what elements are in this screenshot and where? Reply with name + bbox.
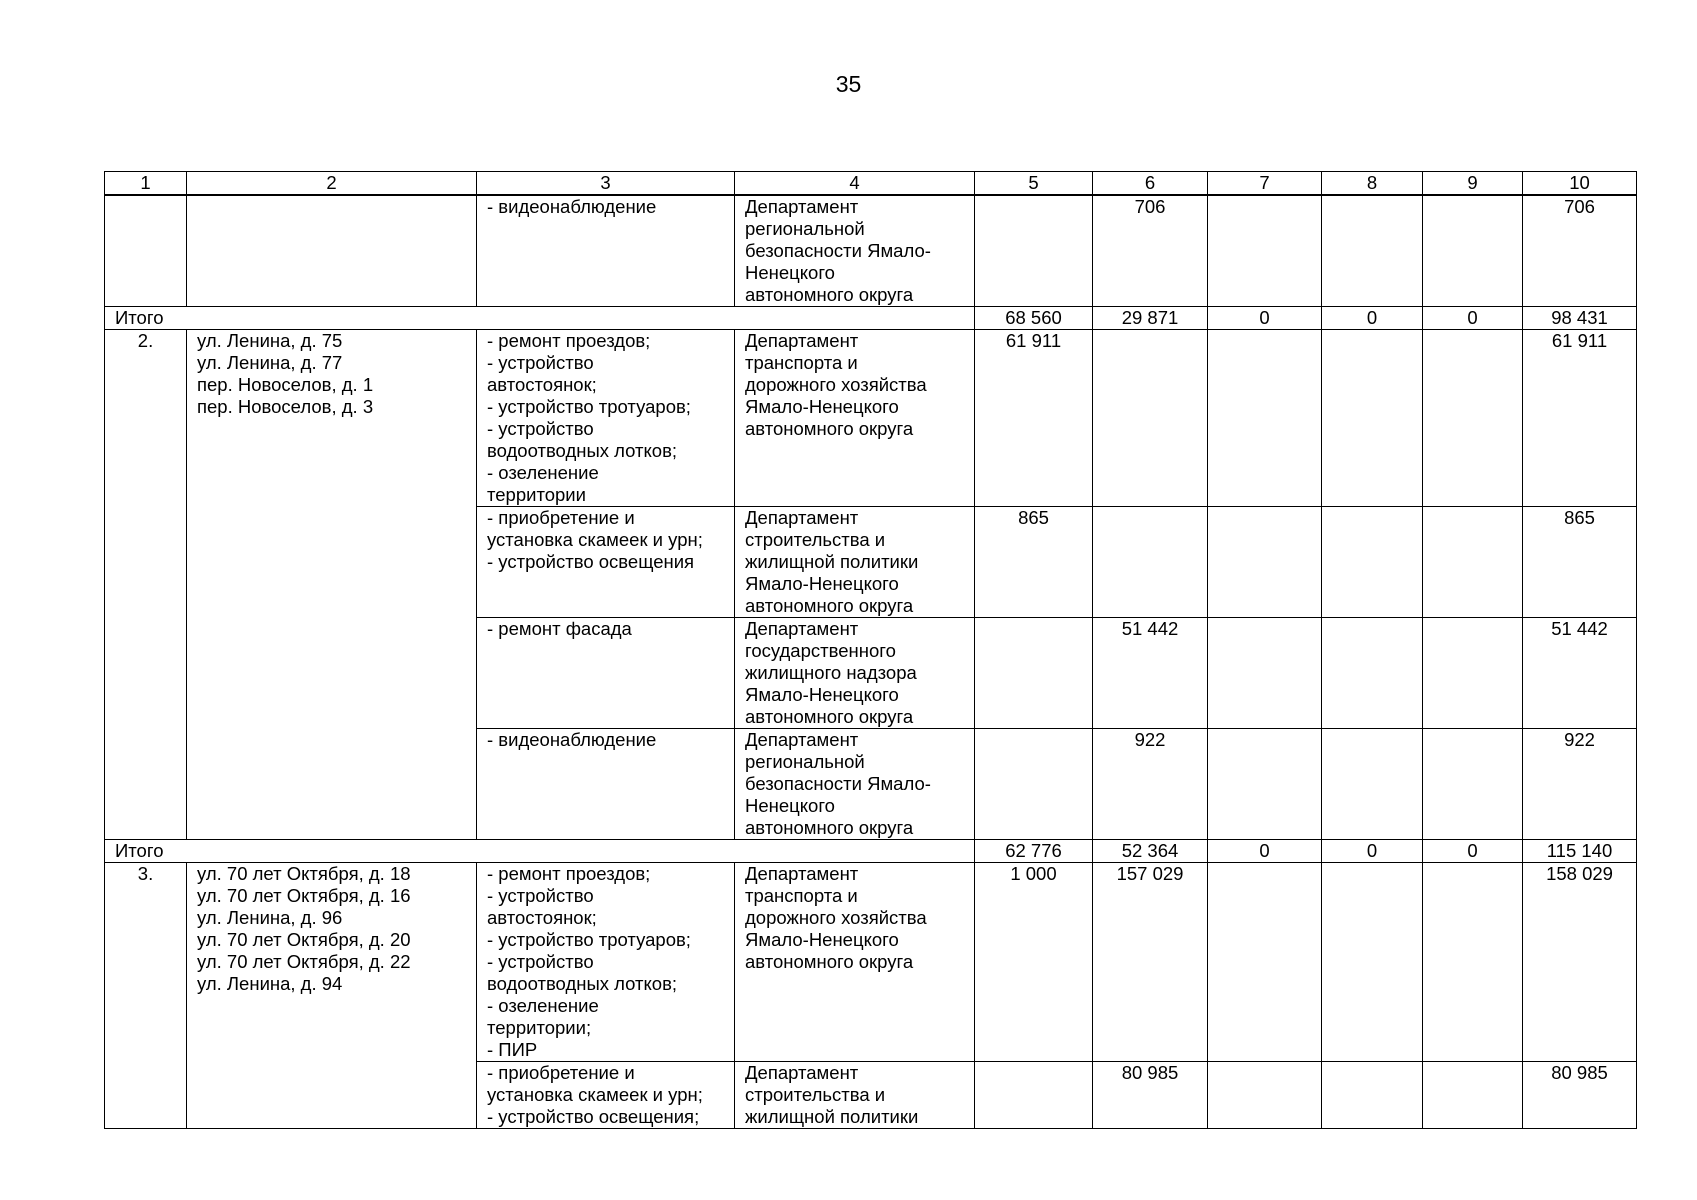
department-cell: Департамент строительства и жилищной политики Ямало-Ненецкого автономного округа	[735, 507, 975, 618]
column-header: 4	[735, 172, 975, 196]
address-cell: ул. Ленина, д. 75 ул. Ленина, д. 77 пер. Новоселов, д. 1 пер. Новоселов, д. 3	[187, 330, 477, 840]
department-cell: Департамент региональной безопасности Ямало- Ненецкого автономного округа	[735, 195, 975, 307]
total-col8: 0	[1322, 840, 1423, 863]
item-number-cell	[105, 195, 187, 307]
column-header: 7	[1208, 172, 1322, 196]
work-type-cell: - приобретение и установка скамеек и урн; - устройство освещения	[477, 507, 735, 618]
col8-value	[1322, 863, 1423, 1062]
col6-value	[1093, 507, 1208, 618]
total-col5: 68 560	[975, 307, 1093, 330]
col8-value	[1322, 507, 1423, 618]
column-header: 3	[477, 172, 735, 196]
col9-value	[1423, 729, 1523, 840]
total-label: Итого	[105, 840, 975, 863]
col10-value: 922	[1523, 729, 1637, 840]
col6-value: 157 029	[1093, 863, 1208, 1062]
column-header: 9	[1423, 172, 1523, 196]
total-col7: 0	[1208, 840, 1322, 863]
header-row	[105, 172, 1637, 196]
col7-value	[1208, 729, 1322, 840]
total-col9: 0	[1423, 840, 1523, 863]
col10-value: 80 985	[1523, 1062, 1637, 1129]
column-header: 2	[187, 172, 477, 196]
total-col9: 0	[1423, 307, 1523, 330]
col10-value: 865	[1523, 507, 1637, 618]
department-cell: Департамент государственного жилищного надзора Ямало-Ненецкого автономного округа	[735, 618, 975, 729]
total-col7: 0	[1208, 307, 1322, 330]
col5-value	[975, 195, 1093, 307]
col6-value: 706	[1093, 195, 1208, 307]
col10-value: 51 442	[1523, 618, 1637, 729]
col7-value	[1208, 330, 1322, 507]
total-col5: 62 776	[975, 840, 1093, 863]
col6-value	[1093, 330, 1208, 507]
work-type-cell: - видеонаблюдение	[477, 195, 735, 307]
page-number: 35	[835, 71, 862, 97]
col8-value	[1322, 330, 1423, 507]
total-label: Итого	[105, 307, 975, 330]
item-number-cell: 3.	[105, 863, 187, 1129]
column-header: 1	[105, 172, 187, 196]
department-cell: Департамент транспорта и дорожного хозяйства Ямало-Ненецкого автономного округа	[735, 330, 975, 507]
col5-value	[975, 618, 1093, 729]
col9-value	[1423, 507, 1523, 618]
column-header: 10	[1523, 172, 1637, 196]
col6-value: 80 985	[1093, 1062, 1208, 1129]
col8-value	[1322, 618, 1423, 729]
col10-value: 706	[1523, 195, 1637, 307]
col9-value	[1423, 195, 1523, 307]
col7-value	[1208, 863, 1322, 1062]
department-cell: Департамент строительства и жилищной политики	[735, 1062, 975, 1129]
column-header: 5	[975, 172, 1093, 196]
table-row	[105, 330, 1637, 507]
col10-value: 158 029	[1523, 863, 1637, 1062]
col9-value	[1423, 863, 1523, 1062]
total-col8: 0	[1322, 307, 1423, 330]
col8-value	[1322, 1062, 1423, 1129]
department-cell: Департамент транспорта и дорожного хозяйства Ямало-Ненецкого автономного округа	[735, 863, 975, 1062]
item-number-cell: 2.	[105, 330, 187, 840]
work-type-cell: - видеонаблюдение	[477, 729, 735, 840]
col10-value: 61 911	[1523, 330, 1637, 507]
table-row	[105, 863, 1637, 1062]
col6-value: 51 442	[1093, 618, 1208, 729]
work-type-cell: - ремонт проездов; - устройство автостоянок; - устройство тротуаров; - устройство водоотводных лотков; - озеленение территории; - ПИР	[477, 863, 735, 1062]
table-row	[105, 195, 1637, 307]
department-cell: Департамент региональной безопасности Ямало- Ненецкого автономного округа	[735, 729, 975, 840]
total-col6: 29 871	[1093, 307, 1208, 330]
col9-value	[1423, 618, 1523, 729]
col8-value	[1322, 195, 1423, 307]
address-cell: ул. 70 лет Октября, д. 18 ул. 70 лет Октября, д. 16 ул. Ленина, д. 96 ул. 70 лет Октября, д. 20 ул. 70 лет Октября, д. 22 ул. Ленина, д. 94	[187, 863, 477, 1129]
col9-value	[1423, 330, 1523, 507]
col7-value	[1208, 195, 1322, 307]
program-table	[104, 171, 1637, 1129]
work-type-cell: - ремонт проездов; - устройство автостоянок; - устройство тротуаров; - устройство водоотводных лотков; - озеленение территории	[477, 330, 735, 507]
total-col6: 52 364	[1093, 840, 1208, 863]
col5-value: 1 000	[975, 863, 1093, 1062]
col5-value: 61 911	[975, 330, 1093, 507]
work-type-cell: - приобретение и установка скамеек и урн; - устройство освещения;	[477, 1062, 735, 1129]
column-header: 8	[1322, 172, 1423, 196]
col7-value	[1208, 1062, 1322, 1129]
col5-value: 865	[975, 507, 1093, 618]
work-type-cell: - ремонт фасада	[477, 618, 735, 729]
address-cell	[187, 195, 477, 307]
column-header: 6	[1093, 172, 1208, 196]
total-col10: 115 140	[1523, 840, 1637, 863]
col9-value	[1423, 1062, 1523, 1129]
col6-value: 922	[1093, 729, 1208, 840]
col8-value	[1322, 729, 1423, 840]
total-row	[105, 840, 1637, 863]
col7-value	[1208, 618, 1322, 729]
col7-value	[1208, 507, 1322, 618]
col5-value	[975, 729, 1093, 840]
total-col10: 98 431	[1523, 307, 1637, 330]
col5-value	[975, 1062, 1093, 1129]
total-row	[105, 307, 1637, 330]
